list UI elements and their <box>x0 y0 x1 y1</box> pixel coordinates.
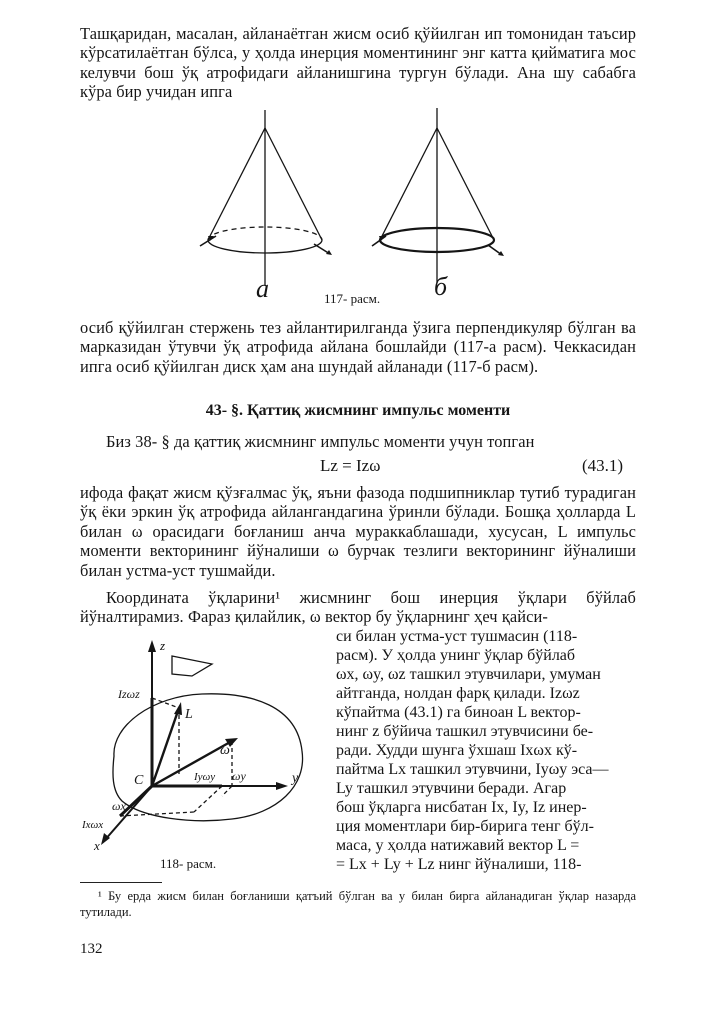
text-line: ради. Худди шунга ўхшаш Ixωx кў- <box>336 742 578 759</box>
label-y: y <box>292 771 299 786</box>
text-line: = Lx + Ly + Lz нинг йўналиши, 118- <box>336 856 582 873</box>
equation-text: Lz = Izω <box>320 456 381 475</box>
section-heading: 43- §. Қаттиқ жисмнинг импульс моменти <box>205 402 511 419</box>
cone-b-left-side <box>380 128 437 240</box>
rigid-body-outline <box>113 694 303 821</box>
text-line: нинг z бўйича ташкил этувчисини бе- <box>336 723 594 740</box>
intro-line: Биз 38- § да қаттиқ жисмнинг импульс моменти учун топган <box>106 432 535 451</box>
footnote-divider <box>80 882 162 883</box>
text-line: бош ўқларга нисбатан Ix, Iy, Iz инер- <box>336 799 587 816</box>
text-line: ωx, ωy, ωz ташкил этувчилари, умуман <box>336 666 601 683</box>
cone-a <box>200 110 332 285</box>
paragraph-main: ифода фақат жисм қўзғалмас ўқ, яъни фазода подшипниклар тутиб турадиган ўқ ёки эркин ўқ атрофида айлангандагина ўринли бўлади. Бошқа ҳолларда L билан ω орасидаги боғланиш анча мураккаблашади, хусусан, L импульс моменти векторининг йўналиши ω бурчак тезлиги векторининг йўналиши билан устма-уст тушмайди. <box>80 483 636 580</box>
arrow-a-left <box>200 236 216 246</box>
text-line: кўпайтма (43.1) га биноан L вектор- <box>336 704 581 721</box>
figure-117-label-b: б <box>434 272 448 301</box>
label-c: C <box>134 773 144 788</box>
cone-a-right-side <box>265 128 322 240</box>
label-x: x <box>94 838 100 853</box>
figure-118 <box>82 636 332 856</box>
text-line: си билан устма-уст тушмасин (118- <box>336 628 578 645</box>
figure-117-label-a: a <box>256 274 269 303</box>
paragraph-coords-start: Координата ўқларини¹ жисмнинг бош инерция ўқлари бўйлаб йўналтирамиз. Фараз қилайлик, ω вектор бу ўқларнинг ҳеч қайси- <box>80 588 636 627</box>
label-omega: ω <box>220 743 230 758</box>
label-wx: ωx <box>112 799 126 813</box>
text-line: пайтма Lx ташкил этувчини, Iyωy эса— <box>336 761 609 778</box>
label-wy: ωy <box>232 769 246 783</box>
figure-117 <box>190 100 530 310</box>
cone-b-right-side <box>437 128 494 240</box>
label-iywy: Iyωy <box>194 771 216 783</box>
label-ixwx: Ixωx <box>82 819 104 831</box>
text-line: маса, у ҳолда натижавий вектор L = <box>336 837 580 854</box>
label-l: L <box>185 707 193 722</box>
figure-118-caption: 118- расм. <box>160 856 217 871</box>
label-z: z <box>160 638 166 653</box>
text-line: Ly ташкил этувчини беради. Агар <box>336 780 567 797</box>
paragraph-top: Ташқаридан, масалан, айланаётган жисм осиб қўйилган ип томонидан таъсир кўрсатилаётган бўлса, у ҳолда инерция моментининг энг катта қийматига мос келувчи бош ўқ атрофидаги айланишгина тургун бўлади. Ана шу сабабга кўра бир учидан ипга <box>80 24 636 102</box>
footnote: ¹ Бу ерда жисм билан боғланиши қатъий бўлган ва у билан бирга айланадиган ўқлар назарда тутилади. <box>80 889 636 919</box>
page-number: 132 <box>80 941 103 957</box>
text-line: айтганда, нолдан фарқ қилади. Izωz <box>336 685 580 702</box>
plane-sketch <box>172 656 212 676</box>
text-line: ция моментлари бир-бирига тенг бўл- <box>336 818 594 835</box>
cone-a-left-side <box>208 128 265 240</box>
label-izwz: Izωz <box>118 687 140 701</box>
equation-number: (43.1) <box>582 456 624 475</box>
paragraph-after-figure: осиб қўйилган стержень тез айлантирилганда ўзига перпендикуляр бўлган ва марказидан ўтувчи ўқ атрофида айлана бошлайди (117-а расм). Чеккасидан ипга осиб қўйилган диск ҳам ана шундай айланади (117-б расм). <box>80 318 636 376</box>
text-line: расм). У ҳолда унинг ўқлар бўйлаб <box>336 647 576 664</box>
figure-117-caption: 117- расм. <box>324 291 381 306</box>
equation-43-1 <box>320 456 624 476</box>
cone-b <box>372 108 504 283</box>
